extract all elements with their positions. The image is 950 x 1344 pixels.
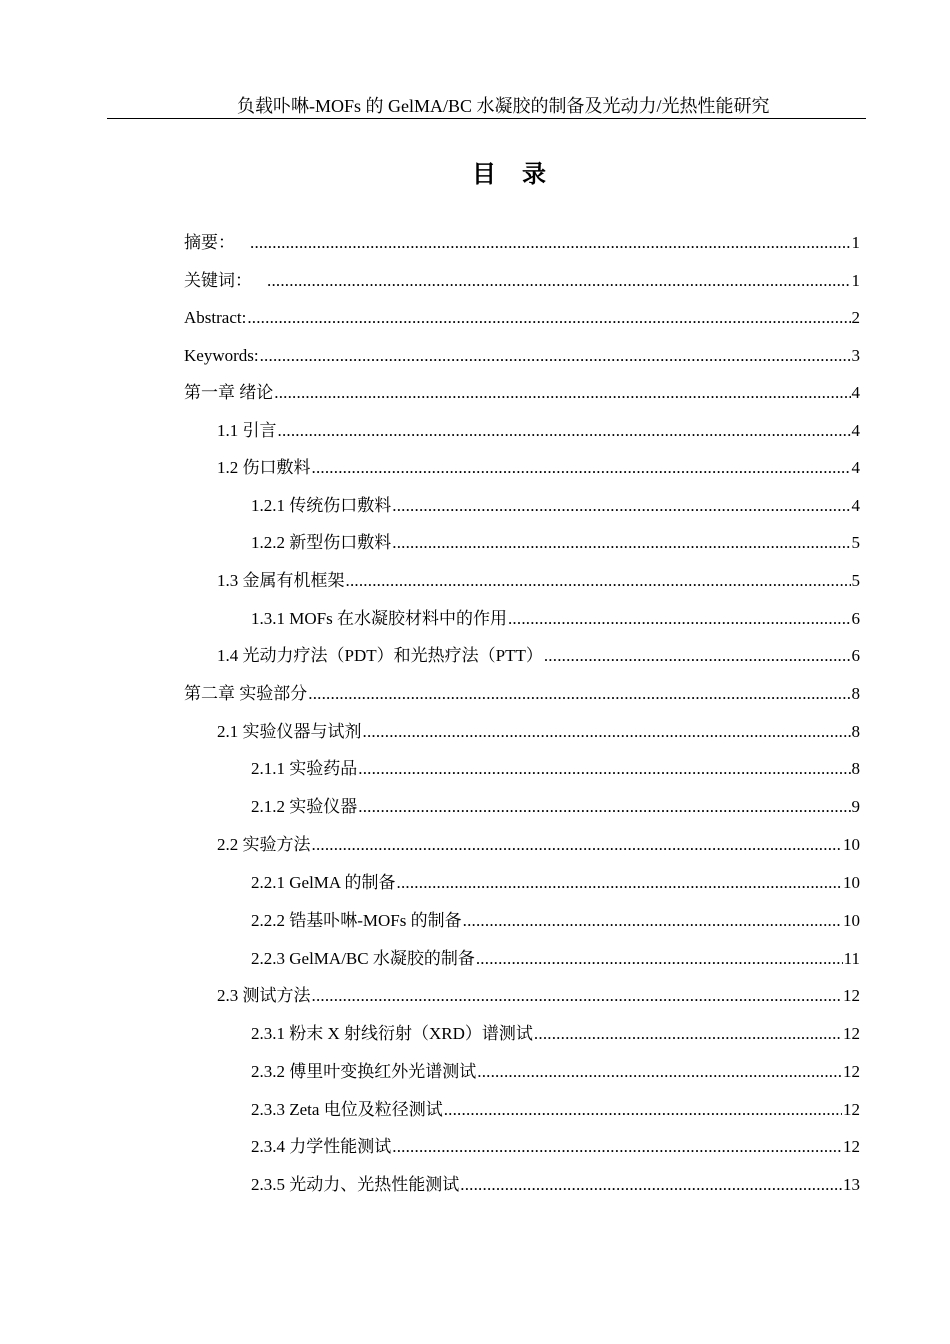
toc-entry[interactable] [251, 940, 860, 970]
toc-entry-label: 1.4 光动力疗法（PDT）和光热疗法（PTT） [217, 646, 543, 665]
toc-entry-page-number: 12 [843, 986, 860, 1005]
dot-leader [260, 345, 851, 367]
toc-entry-page-number: 10 [843, 911, 860, 930]
toc-entry-label: 1.2.1 传统伤口敷料 [251, 495, 392, 515]
running-title: 负载卟啉-MOFs 的 GelMA/BC 水凝胶的制备及光动力/光热性能研究 [237, 96, 770, 116]
dot-leader [312, 834, 843, 856]
dot-leader [544, 645, 851, 667]
dot-leader [358, 796, 850, 818]
toc-entry[interactable] [217, 637, 860, 667]
dot-leader [476, 948, 843, 970]
toc-entry[interactable] [217, 562, 860, 592]
toc-entry-page-number: 1 [851, 233, 860, 252]
toc-entry-page-number: 2 [851, 308, 860, 327]
toc-entry[interactable] [184, 224, 860, 254]
toc-entry-label: 2.1.2 实验仪器 [251, 797, 358, 816]
toc-entry-page-number: 12 [843, 1100, 860, 1119]
toc-entry-label: 1.3.1 MOFs 在水凝胶材料中的作用 [251, 608, 507, 628]
toc-entry-label: 1.3 金属有机框架 [217, 571, 345, 590]
toc-title: 目录 [472, 160, 572, 188]
toc-entry[interactable] [251, 600, 860, 630]
toc-entry-label: 第二章 实验部分 [184, 684, 308, 703]
toc-entry-label: 1.2 伤口敷料 [217, 458, 311, 477]
dot-leader [477, 1061, 842, 1083]
toc-entry-page-number: 5 [851, 571, 860, 590]
dot-leader [358, 758, 850, 780]
toc-entry-label: 2.1 实验仪器与试剂 [217, 722, 362, 741]
toc-entry-page-number: 10 [843, 873, 860, 892]
toc-entry[interactable] [251, 524, 860, 554]
toc-entry[interactable] [184, 262, 860, 292]
toc-entry-page-number: 12 [843, 1062, 860, 1081]
toc-entry-page-number: 12 [843, 1137, 860, 1156]
toc-entry[interactable] [217, 412, 860, 442]
toc-entry-page-number: 4 [851, 420, 860, 440]
dot-leader [267, 270, 851, 292]
toc-entry-page-number: 8 [851, 759, 860, 778]
dot-leader [274, 382, 850, 404]
dot-leader [397, 872, 843, 894]
toc-entry-page-number: 4 [851, 458, 860, 477]
toc-entry[interactable] [251, 1015, 860, 1045]
toc-entry-page-number: 9 [851, 797, 860, 816]
toc-entry-page-number: 1 [851, 270, 860, 290]
toc-entry[interactable] [251, 902, 860, 932]
toc-entry-label: 2.2.1 GelMA 的制备 [251, 873, 396, 892]
toc-entry[interactable] [217, 713, 860, 743]
toc-entry-label: 2.2.2 锆基卟啉-MOFs 的制备 [251, 911, 462, 930]
toc-entry-page-number: 12 [843, 1024, 860, 1043]
page-header [107, 88, 866, 119]
toc-entry[interactable] [184, 675, 860, 705]
dot-leader [312, 985, 843, 1007]
dot-leader [346, 570, 851, 592]
toc-entry-label: 2.3.3 Zeta 电位及粒径测试 [251, 1100, 443, 1119]
toc-entry-page-number: 4 [851, 383, 860, 402]
toc-entry[interactable] [184, 337, 860, 367]
toc-entry[interactable] [251, 1053, 860, 1083]
toc-entry[interactable] [251, 487, 860, 517]
toc-entry-page-number: 3 [851, 345, 860, 365]
dot-leader [534, 1023, 842, 1045]
toc-entry-label: Keywords: [184, 345, 259, 365]
dot-leader [308, 683, 850, 705]
toc-entry-label: 1.2.2 新型伤口敷料 [251, 533, 392, 552]
toc-entry[interactable] [251, 1166, 860, 1196]
toc-entry[interactable] [184, 299, 860, 329]
toc-entry-label: 2.3.5 光动力、光热性能测试 [251, 1175, 460, 1194]
toc-entry-label: 2.1.1 实验药品 [251, 759, 358, 778]
dot-leader [392, 1136, 842, 1158]
dot-leader [247, 307, 850, 329]
toc-entry-label: 摘要： [184, 233, 235, 252]
toc-entry-label: 2.3.4 力学性能测试 [251, 1137, 392, 1156]
dot-leader [278, 420, 851, 442]
toc-entry[interactable] [251, 1091, 860, 1121]
toc-entry-label: 2.3.2 傅里叶变换红外光谱测试 [251, 1062, 477, 1081]
toc-entry-label: 1.1 引言 [217, 420, 277, 440]
toc-entry-label: 2.2 实验方法 [217, 835, 311, 854]
dot-leader [392, 532, 850, 554]
toc-entry-page-number: 6 [851, 646, 860, 665]
dot-leader [508, 608, 851, 630]
toc-entry-page-number: 8 [851, 684, 860, 703]
toc-entry-label: Abstract: [184, 308, 247, 327]
dot-leader [460, 1174, 842, 1196]
toc-entry-label: 2.3 测试方法 [217, 986, 311, 1005]
dot-leader [312, 457, 851, 479]
toc-entry[interactable] [184, 374, 860, 404]
dot-leader [250, 232, 851, 254]
toc-entry-page-number: 8 [851, 722, 860, 741]
dot-leader [463, 910, 842, 932]
toc-entry-page-number: 11 [843, 949, 860, 968]
toc-entry-label: 2.3.1 粉末 X 射线衍射（XRD）谱测试 [251, 1024, 533, 1043]
toc-entry[interactable] [251, 788, 860, 818]
toc-entry-page-number: 5 [851, 533, 860, 552]
dot-leader [444, 1099, 842, 1121]
toc-entry-label: 2.2.3 GelMA/BC 水凝胶的制备 [251, 949, 475, 968]
toc-entry[interactable] [217, 449, 860, 479]
toc-entry[interactable] [251, 864, 860, 894]
dot-leader [363, 721, 851, 743]
toc-entry[interactable] [251, 1128, 860, 1158]
toc-entry[interactable] [217, 826, 860, 856]
toc-entry-label: 关键词： [184, 270, 252, 290]
toc-entry-page-number: 10 [843, 835, 860, 854]
toc-entry[interactable] [251, 750, 860, 780]
toc-entry-page-number: 4 [851, 495, 860, 515]
toc-entry-page-number: 6 [851, 608, 860, 628]
toc-entry-label: 第一章 绪论 [184, 383, 274, 402]
dot-leader [392, 495, 850, 517]
toc-entry-page-number: 13 [843, 1175, 860, 1194]
toc-entry[interactable] [217, 977, 860, 1007]
